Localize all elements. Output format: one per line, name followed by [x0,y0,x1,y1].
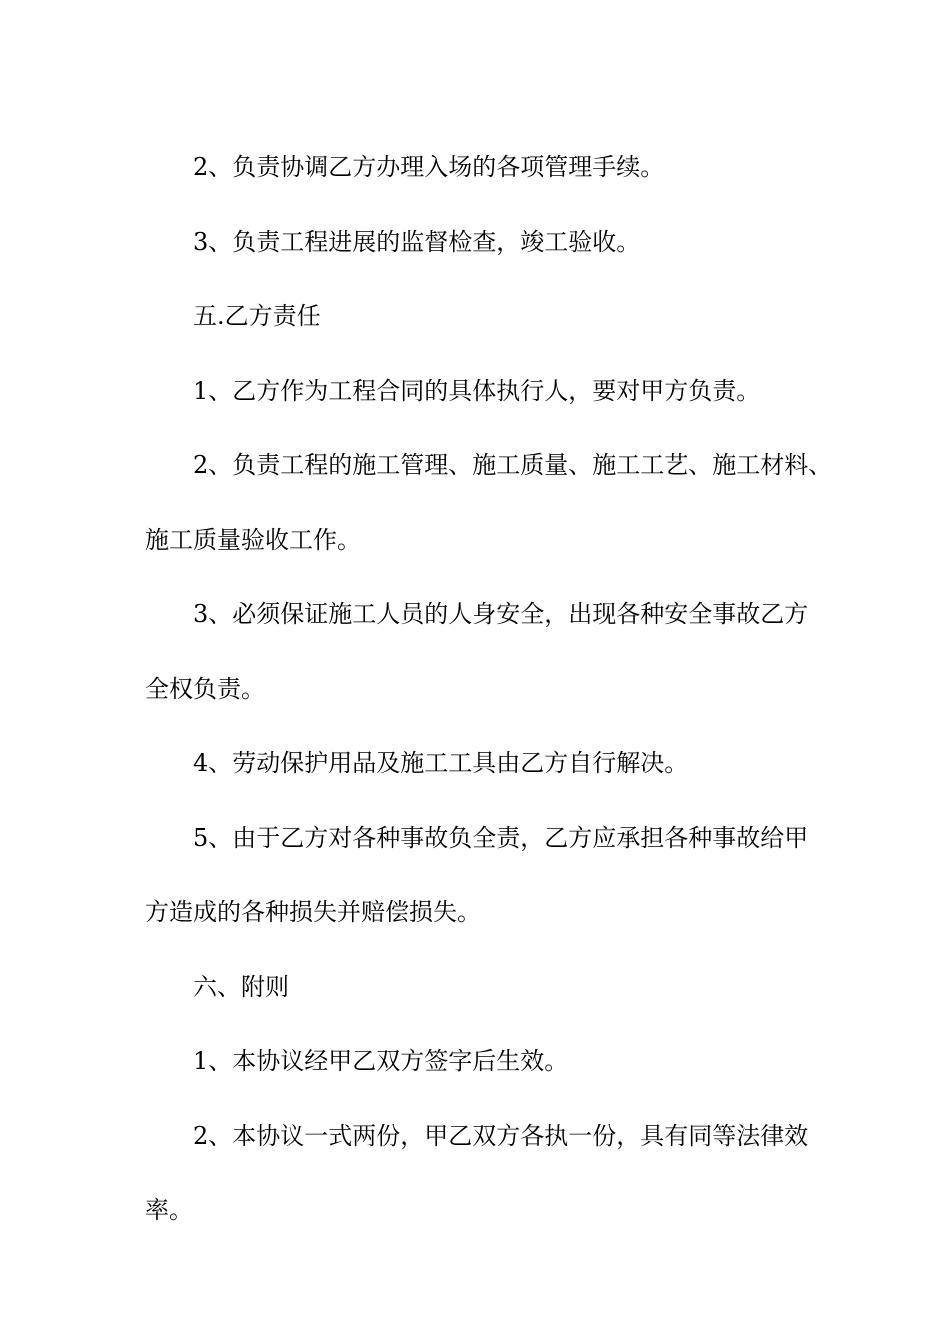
clause-continuation: 方造成的各种损失并赔偿损失。 [145,898,481,926]
clause-line: 2、本协议一式两份，甲乙双方各执一份，具有同等法律效 [193,1121,809,1150]
clause-line: 2、负责协调乙方办理入场的各项管理手续。 [193,153,665,181]
clause-continuation: 施工质量验收工作。 [145,525,361,554]
clause-continuation: 率。 [145,1196,193,1224]
clause-line: 4、劳动保护用品及施工工具由乙方自行解决。 [193,749,689,777]
clause-line: 1、乙方作为工程合同的具体执行人，要对甲方负责。 [193,376,761,405]
clause-line: 1、本协议经甲乙双方签字后生效。 [193,1047,569,1075]
clause-line: 3、必须保证施工人员的人身安全，出现各种安全事故乙方 [193,600,809,628]
section-heading: 五.乙方责任 [193,302,321,330]
clause-line: 3、负责工程进展的监督检查，竣工验收。 [193,227,641,256]
section-heading: 六、附则 [193,972,289,1001]
clause-continuation: 全权负责。 [145,674,265,703]
clause-line: 2、负责工程的施工管理、施工质量、施工工艺、施工材料、 [193,451,833,479]
document-body [145,130,833,1248]
clause-line: 5、由于乙方对各种事故负全责，乙方应承担各种事故给甲 [193,823,809,852]
